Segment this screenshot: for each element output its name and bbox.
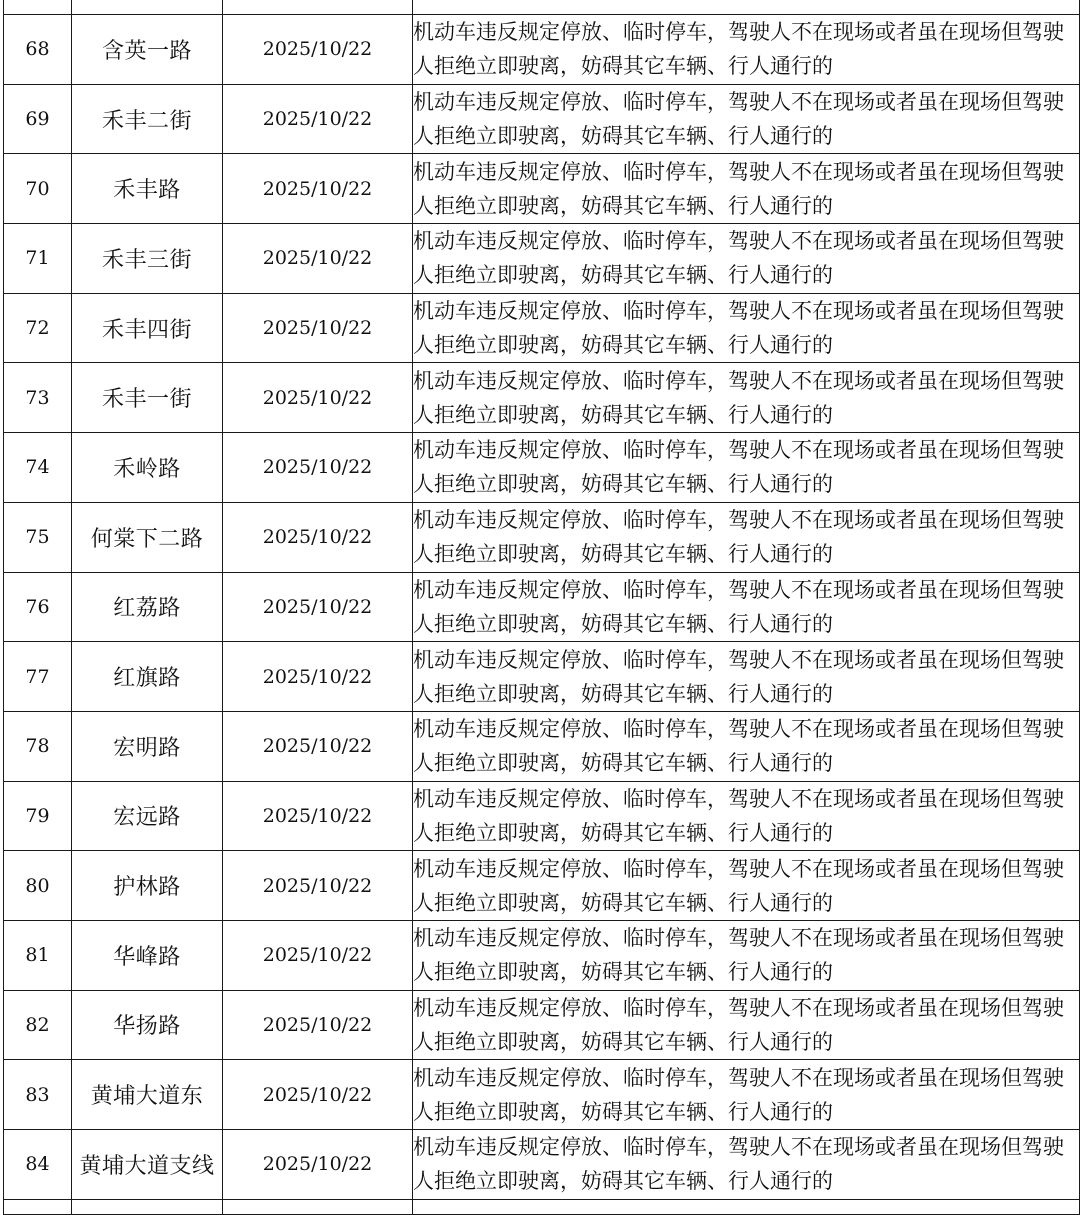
cell-road-name: 禾丰四街 [72, 293, 223, 363]
cell-empty [4, 1199, 72, 1214]
cell-date: 2025/10/22 [223, 642, 413, 712]
cell-violation: 机动车违反规定停放、临时停车，驾驶人不在现场或者虽在现场但驾驶人拒绝立即驶离，妨碍其它车辆、行人通行的 [413, 572, 1080, 642]
cell-date: 2025/10/22 [223, 433, 413, 503]
cell-date: 2025/10/22 [223, 711, 413, 781]
cell-road-name: 禾丰一街 [72, 363, 223, 433]
cell-date: 2025/10/22 [223, 15, 413, 85]
cell-date-empty [223, 0, 413, 15]
cell-violation: 机动车违反规定停放、临时停车，驾驶人不在现场或者虽在现场但驾驶人拒绝立即驶离，妨碍其它车辆、行人通行的 [413, 990, 1080, 1060]
cell-road-name: 华扬路 [72, 990, 223, 1060]
table-row [4, 851, 1080, 921]
cell-date: 2025/10/22 [223, 363, 413, 433]
table-row [4, 572, 1080, 642]
cell-date: 2025/10/22 [223, 572, 413, 642]
table-row [4, 920, 1080, 990]
table-row [4, 502, 1080, 572]
table-row [4, 84, 1080, 154]
cell-no: 71 [4, 224, 72, 294]
cell-road-name: 红旗路 [72, 642, 223, 712]
cell-date: 2025/10/22 [223, 293, 413, 363]
cell-no: 78 [4, 711, 72, 781]
cell-violation: 机动车违反规定停放、临时停车，驾驶人不在现场或者虽在现场但驾驶人拒绝立即驶离，妨碍其它车辆、行人通行的 [413, 363, 1080, 433]
table-row [4, 711, 1080, 781]
cell-no: 77 [4, 642, 72, 712]
table-row [4, 154, 1080, 224]
cell-date: 2025/10/22 [223, 84, 413, 154]
table-row-partial-bottom [4, 1199, 1080, 1214]
cell-empty [72, 1199, 223, 1214]
cell-no-empty [4, 0, 72, 15]
table-row-partial-top [4, 0, 1080, 15]
cell-road-name: 宏远路 [72, 781, 223, 851]
cell-violation: 机动车违反规定停放、临时停车，驾驶人不在现场或者虽在现场但驾驶人拒绝立即驶离，妨碍其它车辆、行人通行的 [413, 851, 1080, 921]
cell-violation: 机动车违反规定停放、临时停车，驾驶人不在现场或者虽在现场但驾驶人拒绝立即驶离，妨碍其它车辆、行人通行的 [413, 1130, 1080, 1200]
cell-no: 79 [4, 781, 72, 851]
cell-road-name: 含英一路 [72, 15, 223, 85]
table-row [4, 433, 1080, 503]
cell-no: 72 [4, 293, 72, 363]
cell-violation: 机动车违反规定停放、临时停车，驾驶人不在现场或者虽在现场但驾驶人拒绝立即驶离，妨碍其它车辆、行人通行的 [413, 1060, 1080, 1130]
cell-road-name: 禾丰三街 [72, 224, 223, 294]
table-row [4, 1130, 1080, 1200]
cell-road-name: 禾丰二街 [72, 84, 223, 154]
table-row [4, 1060, 1080, 1130]
cell-empty [223, 1199, 413, 1214]
cell-road-name: 黄埔大道支线 [72, 1130, 223, 1200]
cell-date: 2025/10/22 [223, 851, 413, 921]
cell-violation: 机动车违反规定停放、临时停车，驾驶人不在现场或者虽在现场但驾驶人拒绝立即驶离，妨碍其它车辆、行人通行的 [413, 642, 1080, 712]
cell-no: 73 [4, 363, 72, 433]
cell-violation: 机动车违反规定停放、临时停车，驾驶人不在现场或者虽在现场但驾驶人拒绝立即驶离，妨碍其它车辆、行人通行的 [413, 781, 1080, 851]
cell-no: 75 [4, 502, 72, 572]
cell-road-name: 护林路 [72, 851, 223, 921]
cell-empty [413, 1199, 1080, 1214]
cell-no: 70 [4, 154, 72, 224]
cell-road-name: 宏明路 [72, 711, 223, 781]
cell-no: 83 [4, 1060, 72, 1130]
table-row [4, 224, 1080, 294]
cell-violation: 机动车违反规定停放、临时停车，驾驶人不在现场或者虽在现场但驾驶人拒绝立即驶离，妨碍其它车辆、行人通行的 [413, 224, 1080, 294]
table-row [4, 642, 1080, 712]
cell-road-name: 黄埔大道东 [72, 1060, 223, 1130]
cell-no: 80 [4, 851, 72, 921]
cell-violation: 机动车违反规定停放、临时停车，驾驶人不在现场或者虽在现场但驾驶人拒绝立即驶离，妨碍其它车辆、行人通行的 [413, 15, 1080, 85]
cell-road-name: 红荔路 [72, 572, 223, 642]
cell-violation: 机动车违反规定停放、临时停车，驾驶人不在现场或者虽在现场但驾驶人拒绝立即驶离，妨碍其它车辆、行人通行的 [413, 84, 1080, 154]
cell-no: 76 [4, 572, 72, 642]
cell-date: 2025/10/22 [223, 224, 413, 294]
table-body [4, 0, 1080, 1214]
cell-no: 84 [4, 1130, 72, 1200]
cell-date: 2025/10/22 [223, 920, 413, 990]
table-row [4, 781, 1080, 851]
cell-violation: 机动车违反规定停放、临时停车，驾驶人不在现场或者虽在现场但驾驶人拒绝立即驶离，妨碍其它车辆、行人通行的 [413, 293, 1080, 363]
cell-road-empty [72, 0, 223, 15]
cell-violation-empty [413, 0, 1080, 15]
cell-violation: 机动车违反规定停放、临时停车，驾驶人不在现场或者虽在现场但驾驶人拒绝立即驶离，妨碍其它车辆、行人通行的 [413, 502, 1080, 572]
cell-date: 2025/10/22 [223, 154, 413, 224]
cell-violation: 机动车违反规定停放、临时停车，驾驶人不在现场或者虽在现场但驾驶人拒绝立即驶离，妨碍其它车辆、行人通行的 [413, 920, 1080, 990]
table-row [4, 293, 1080, 363]
cell-date: 2025/10/22 [223, 502, 413, 572]
cell-no: 69 [4, 84, 72, 154]
cell-no: 74 [4, 433, 72, 503]
cell-road-name: 禾丰路 [72, 154, 223, 224]
cell-road-name: 禾岭路 [72, 433, 223, 503]
cell-no: 68 [4, 15, 72, 85]
cell-date: 2025/10/22 [223, 1060, 413, 1130]
cell-violation: 机动车违反规定停放、临时停车，驾驶人不在现场或者虽在现场但驾驶人拒绝立即驶离，妨碍其它车辆、行人通行的 [413, 433, 1080, 503]
table-row [4, 15, 1080, 85]
cell-road-name: 何棠下二路 [72, 502, 223, 572]
violation-table [3, 0, 1080, 1215]
cell-no: 82 [4, 990, 72, 1060]
cell-violation: 机动车违反规定停放、临时停车，驾驶人不在现场或者虽在现场但驾驶人拒绝立即驶离，妨碍其它车辆、行人通行的 [413, 154, 1080, 224]
cell-date: 2025/10/22 [223, 990, 413, 1060]
cell-date: 2025/10/22 [223, 781, 413, 851]
cell-violation: 机动车违反规定停放、临时停车，驾驶人不在现场或者虽在现场但驾驶人拒绝立即驶离，妨碍其它车辆、行人通行的 [413, 711, 1080, 781]
cell-date: 2025/10/22 [223, 1130, 413, 1200]
table-row [4, 990, 1080, 1060]
table-row [4, 363, 1080, 433]
cell-no: 81 [4, 920, 72, 990]
cell-road-name: 华峰路 [72, 920, 223, 990]
